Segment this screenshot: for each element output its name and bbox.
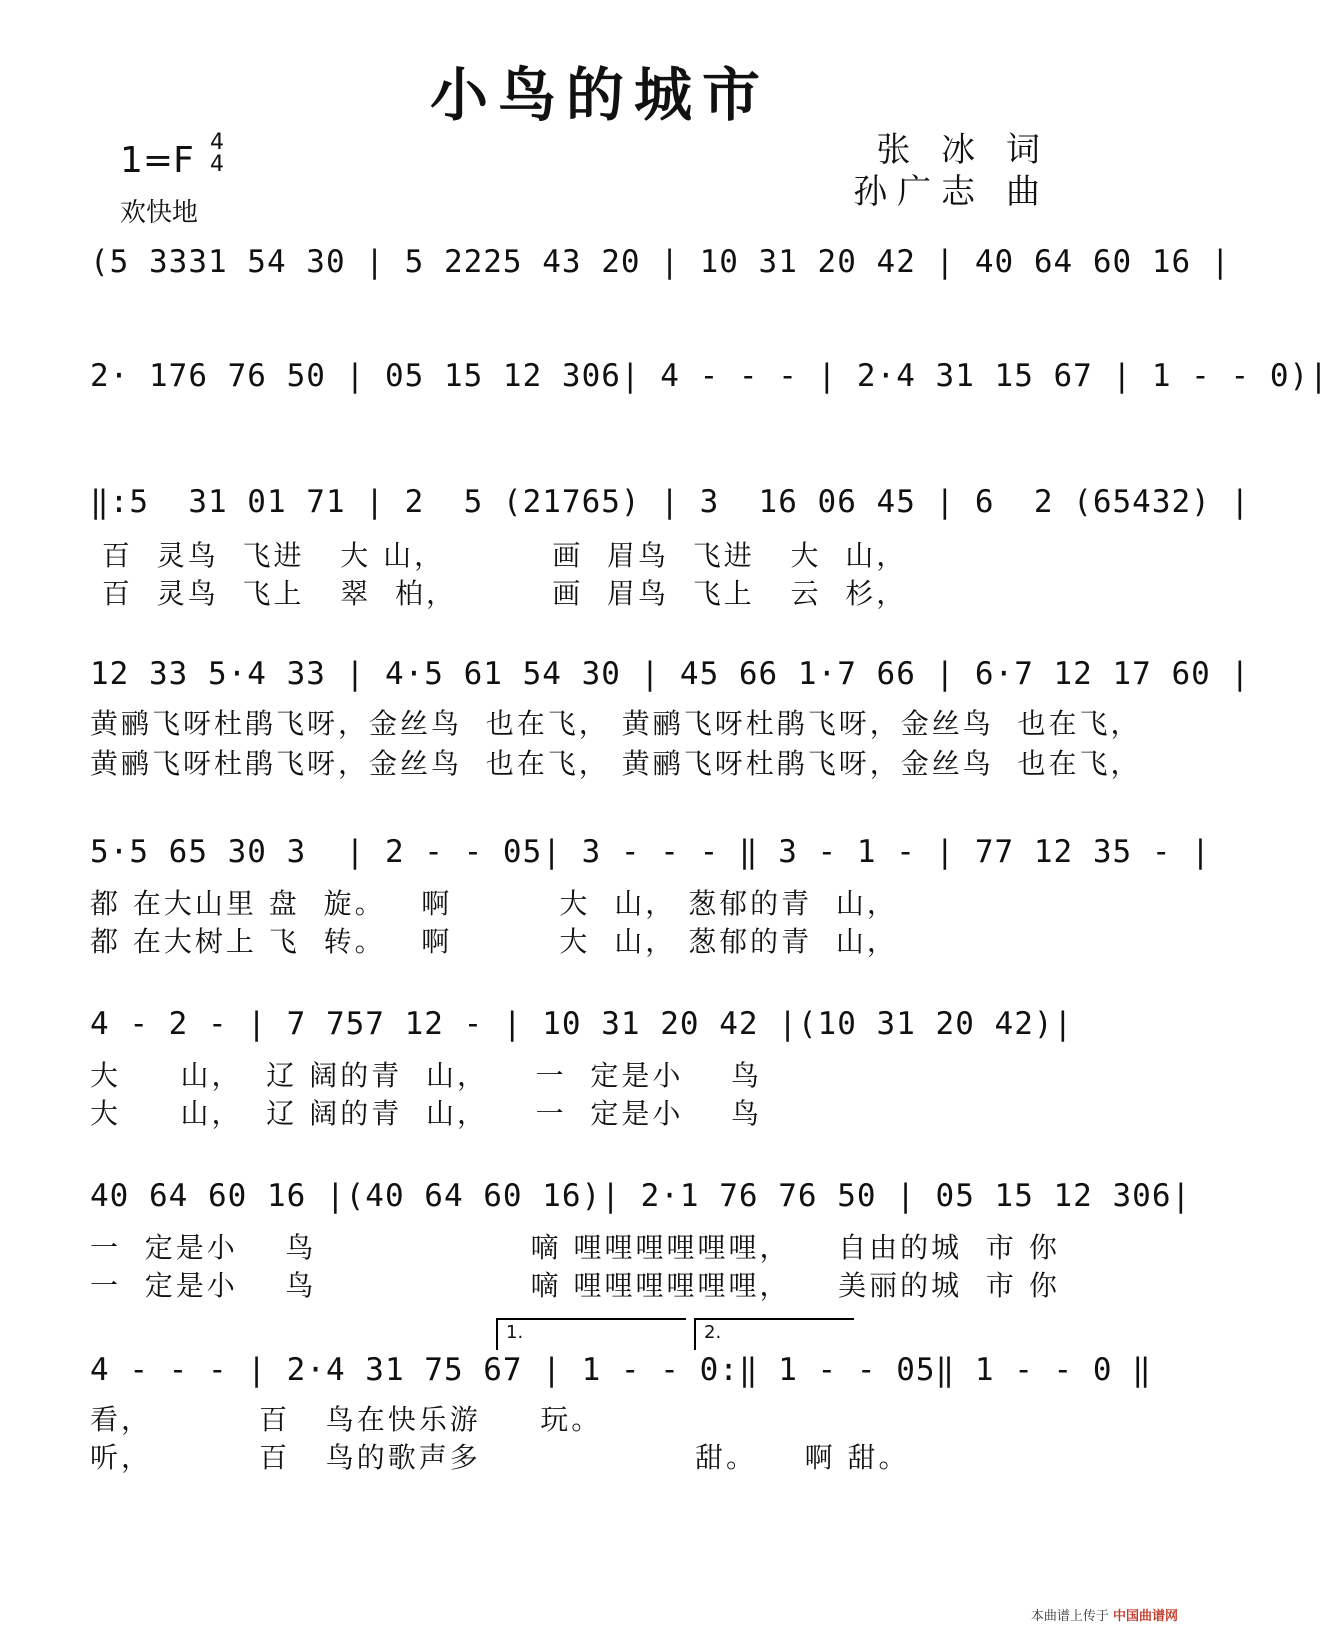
song-title: 小鸟的城市 [429,61,770,129]
tempo-marking: 欢快地 [120,198,199,228]
time-signature [210,132,224,176]
lyrics-verse2-system-8: 听， 百 鸟的歌声多 甜。 啊 甜。 [90,1441,910,1474]
volta-bracket-2: 2. [694,1318,854,1350]
meter-top: 4 [210,130,224,155]
score-system-2: 2· 176 76 50 | 05 15 12 306| 4 - - - | 2·4 31 15 67 | 1 - - 0)| [90,358,1329,394]
score-system-6: 4 - 2 - | 7 757 12 - | 10 31 20 42 |(10 31 20 42)| [90,1006,1074,1042]
lyrics-verse2-system-7: 一 定是小 鸟 嘀 哩哩哩哩哩哩， 美丽的城 市 你 [90,1269,1060,1302]
lyricist-credit: 张 冰 词 [876,130,1050,170]
score-system-8: 4 - - - | 2·4 31 75 67 | 1 - - 0:‖ 1 - - 05‖ 1 - - 0 ‖ [90,1352,1152,1388]
meter-bottom: 4 [210,152,224,177]
footer-brand: 中国曲谱网 [1112,1609,1178,1624]
score-system-1: (5 3331 54 30 | 5 2225 43 20 | 10 31 20 42 | 40 64 60 16 | [90,244,1231,280]
lyrics-verse1-system-3: 百 灵鸟 飞进 大 山， 画 眉鸟 飞进 大 山， [90,539,908,572]
key-signature: 1=F [120,140,194,181]
lyrics-verse1-system-5: 都 在大山里 盘 旋。 啊 大 山， 葱郁的青 山， [90,887,898,920]
score-system-4: 12 33 5·4 33 | 4·5 61 54 30 | 45 66 1·7 66 | 6·7 12 17 60 | [90,656,1251,692]
lyrics-verse1-system-7: 一 定是小 鸟 嘀 哩哩哩哩哩哩， 自由的城 市 你 [90,1231,1060,1264]
score-system-3: ‖:5 31 01 71 | 2 5 (21765) | 3 16 06 45 | 6 2 (65432) | [90,484,1251,520]
lyrics-verse2-system-3: 百 灵鸟 飞上 翠 柏， 画 眉鸟 飞上 云 杉， [90,577,908,610]
score-system-7: 40 64 60 16 |(40 64 60 16)| 2·1 76 76 50 | 05 15 12 306| [90,1178,1192,1214]
lyrics-verse1-system-8: 看， 百 鸟在快乐游 玩。 [90,1403,603,1436]
volta-bracket-1: 1. [496,1318,686,1350]
lyrics-verse2-system-6: 大 山， 辽 阔的青 山， 一 定是小 鸟 [90,1097,763,1130]
composer-credit: 孙广志 曲 [853,172,1050,212]
lyrics-verse2-system-4: 黄鹂飞呀杜鹃飞呀，金丝鸟 也在飞， 黄鹂飞呀杜鹃飞呀，金丝鸟 也在飞， [90,747,1142,780]
lyrics-verse1-system-6: 大 山， 辽 阔的青 山， 一 定是小 鸟 [90,1059,763,1092]
score-system-5: 5·5 65 30 3 | 2 - - 05| 3 - - - ‖ 3 - 1 - | 77 12 35 - | [90,834,1211,870]
footer-text: 本曲谱上传于 [1030,1609,1109,1624]
lyrics-verse1-system-4: 黄鹂飞呀杜鹃飞呀，金丝鸟 也在飞， 黄鹂飞呀杜鹃飞呀，金丝鸟 也在飞， [90,707,1142,740]
lyrics-verse2-system-5: 都 在大树上 飞 转。 啊 大 山， 葱郁的青 山， [90,925,898,958]
footer-credit [1031,1605,1178,1624]
